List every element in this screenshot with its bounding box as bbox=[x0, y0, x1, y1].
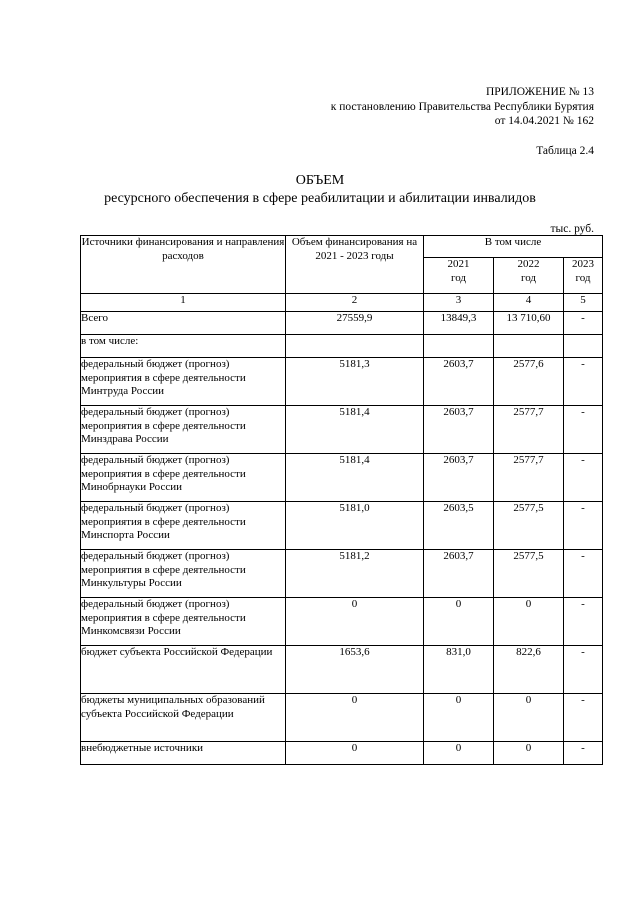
row-total: 0 bbox=[286, 742, 424, 765]
year-2021-unit: год bbox=[450, 271, 467, 284]
year-2022-value: 2022 bbox=[517, 258, 540, 270]
row-source-name: федеральный бюджет (прогноз) мероприятия в сфере деятельности Минкультуры России bbox=[81, 550, 286, 598]
column-number: 4 bbox=[494, 294, 564, 312]
row-2023: - bbox=[564, 406, 603, 454]
row-2021: 2603,7 bbox=[424, 406, 494, 454]
row-source-name: федеральный бюджет (прогноз) мероприятия в сфере деятельности Минобрнауки России bbox=[81, 454, 286, 502]
row-2022: 0 bbox=[494, 694, 564, 742]
row-source-name: федеральный бюджет (прогноз) мероприятия в сфере деятельности Минздрава России bbox=[81, 406, 286, 454]
row-total: 0 bbox=[286, 598, 424, 646]
column-number-row bbox=[81, 294, 603, 312]
table-label: Таблица 2.4 bbox=[536, 145, 594, 157]
row-source-name: бюджеты муниципальных образований субъекта Российской Федерации bbox=[81, 694, 286, 742]
row-2023: - bbox=[564, 742, 603, 765]
header-row bbox=[81, 236, 603, 258]
resolution-date: от 14.04.2021 № 162 bbox=[494, 115, 594, 127]
row-source-name: в том числе: bbox=[81, 335, 286, 358]
row-2023: - bbox=[564, 550, 603, 598]
table-row bbox=[81, 406, 603, 454]
column-number: 3 bbox=[424, 294, 494, 312]
row-source-name: федеральный бюджет (прогноз) мероприятия в сфере деятельности Минтруда России bbox=[81, 358, 286, 406]
appendix-header bbox=[331, 85, 594, 129]
row-2021: 2603,7 bbox=[424, 550, 494, 598]
title-line-2: ресурсного обеспечения в сфере реабилитации и абилитации инвалидов bbox=[104, 191, 536, 206]
table-row bbox=[81, 335, 603, 358]
column-number: 2 bbox=[286, 294, 424, 312]
table-row bbox=[81, 598, 603, 646]
header-year-2023 bbox=[564, 258, 603, 294]
row-2021: 0 bbox=[424, 694, 494, 742]
table-row bbox=[81, 694, 603, 742]
row-2023 bbox=[564, 335, 603, 358]
row-source-name: Всего bbox=[81, 312, 286, 335]
row-total bbox=[286, 335, 424, 358]
resolution-reference: к постановлению Правительства Республики Бурятия bbox=[330, 100, 594, 113]
row-total: 27559,9 bbox=[286, 312, 424, 335]
appendix-number: ПРИЛОЖЕНИЕ № 13 bbox=[485, 86, 594, 98]
row-source-name: внебюджетные источники bbox=[81, 742, 286, 765]
year-2022-unit: год bbox=[520, 271, 537, 284]
row-2021: 2603,7 bbox=[424, 454, 494, 502]
year-2021-value: 2021 bbox=[447, 258, 470, 270]
row-2022: 2577,7 bbox=[494, 454, 564, 502]
row-2021: 2603,7 bbox=[424, 358, 494, 406]
row-2023: - bbox=[564, 358, 603, 406]
header-volume: Объем финансирования на 2021 - 2023 годы bbox=[286, 236, 424, 294]
header-year-2022 bbox=[494, 258, 564, 294]
column-number: 1 bbox=[81, 294, 286, 312]
row-2021: 831,0 bbox=[424, 646, 494, 694]
row-total: 5181,2 bbox=[286, 550, 424, 598]
row-total: 5181,3 bbox=[286, 358, 424, 406]
row-2023: - bbox=[564, 598, 603, 646]
row-total: 0 bbox=[286, 694, 424, 742]
row-2021 bbox=[424, 335, 494, 358]
units-label: тыс. руб. bbox=[550, 223, 594, 235]
funding-table bbox=[80, 235, 603, 765]
row-2022 bbox=[494, 335, 564, 358]
row-2023: - bbox=[564, 502, 603, 550]
table-row bbox=[81, 502, 603, 550]
year-2023-unit: год bbox=[575, 271, 591, 284]
row-2023: - bbox=[564, 312, 603, 335]
row-2021: 0 bbox=[424, 598, 494, 646]
table-row bbox=[81, 358, 603, 406]
row-2023: - bbox=[564, 694, 603, 742]
row-2022: 2577,5 bbox=[494, 502, 564, 550]
row-total: 5181,4 bbox=[286, 454, 424, 502]
header-year-2021 bbox=[424, 258, 494, 294]
row-2022: 2577,6 bbox=[494, 358, 564, 406]
header-source: Источники финансирования и направления расходов bbox=[81, 236, 286, 294]
table-row bbox=[81, 646, 603, 694]
row-2022: 0 bbox=[494, 742, 564, 765]
document-title bbox=[0, 172, 640, 208]
row-2022: 2577,5 bbox=[494, 550, 564, 598]
row-2022: 0 bbox=[494, 598, 564, 646]
row-2021: 13849,3 bbox=[424, 312, 494, 335]
column-number: 5 bbox=[564, 294, 603, 312]
header-including: В том числе bbox=[424, 236, 603, 258]
row-source-name: бюджет субъекта Российской Федерации bbox=[81, 646, 286, 694]
row-2022: 2577,7 bbox=[494, 406, 564, 454]
row-total: 5181,0 bbox=[286, 502, 424, 550]
row-source-name: федеральный бюджет (прогноз) мероприятия в сфере деятельности Минспорта России bbox=[81, 502, 286, 550]
table-row bbox=[81, 454, 603, 502]
table-row bbox=[81, 550, 603, 598]
year-2023-value: 2023 bbox=[572, 258, 594, 270]
row-source-name: федеральный бюджет (прогноз) мероприятия в сфере деятельности Минкомсвязи России bbox=[81, 598, 286, 646]
row-2021: 2603,5 bbox=[424, 502, 494, 550]
row-2023: - bbox=[564, 646, 603, 694]
table-row bbox=[81, 742, 603, 765]
row-2022: 822,6 bbox=[494, 646, 564, 694]
row-total: 1653,6 bbox=[286, 646, 424, 694]
row-total: 5181,4 bbox=[286, 406, 424, 454]
row-2021: 0 bbox=[424, 742, 494, 765]
title-line-1: ОБЪЕМ bbox=[295, 173, 345, 188]
table-row bbox=[81, 312, 603, 335]
row-2023: - bbox=[564, 454, 603, 502]
row-2022: 13 710,60 bbox=[494, 312, 564, 335]
